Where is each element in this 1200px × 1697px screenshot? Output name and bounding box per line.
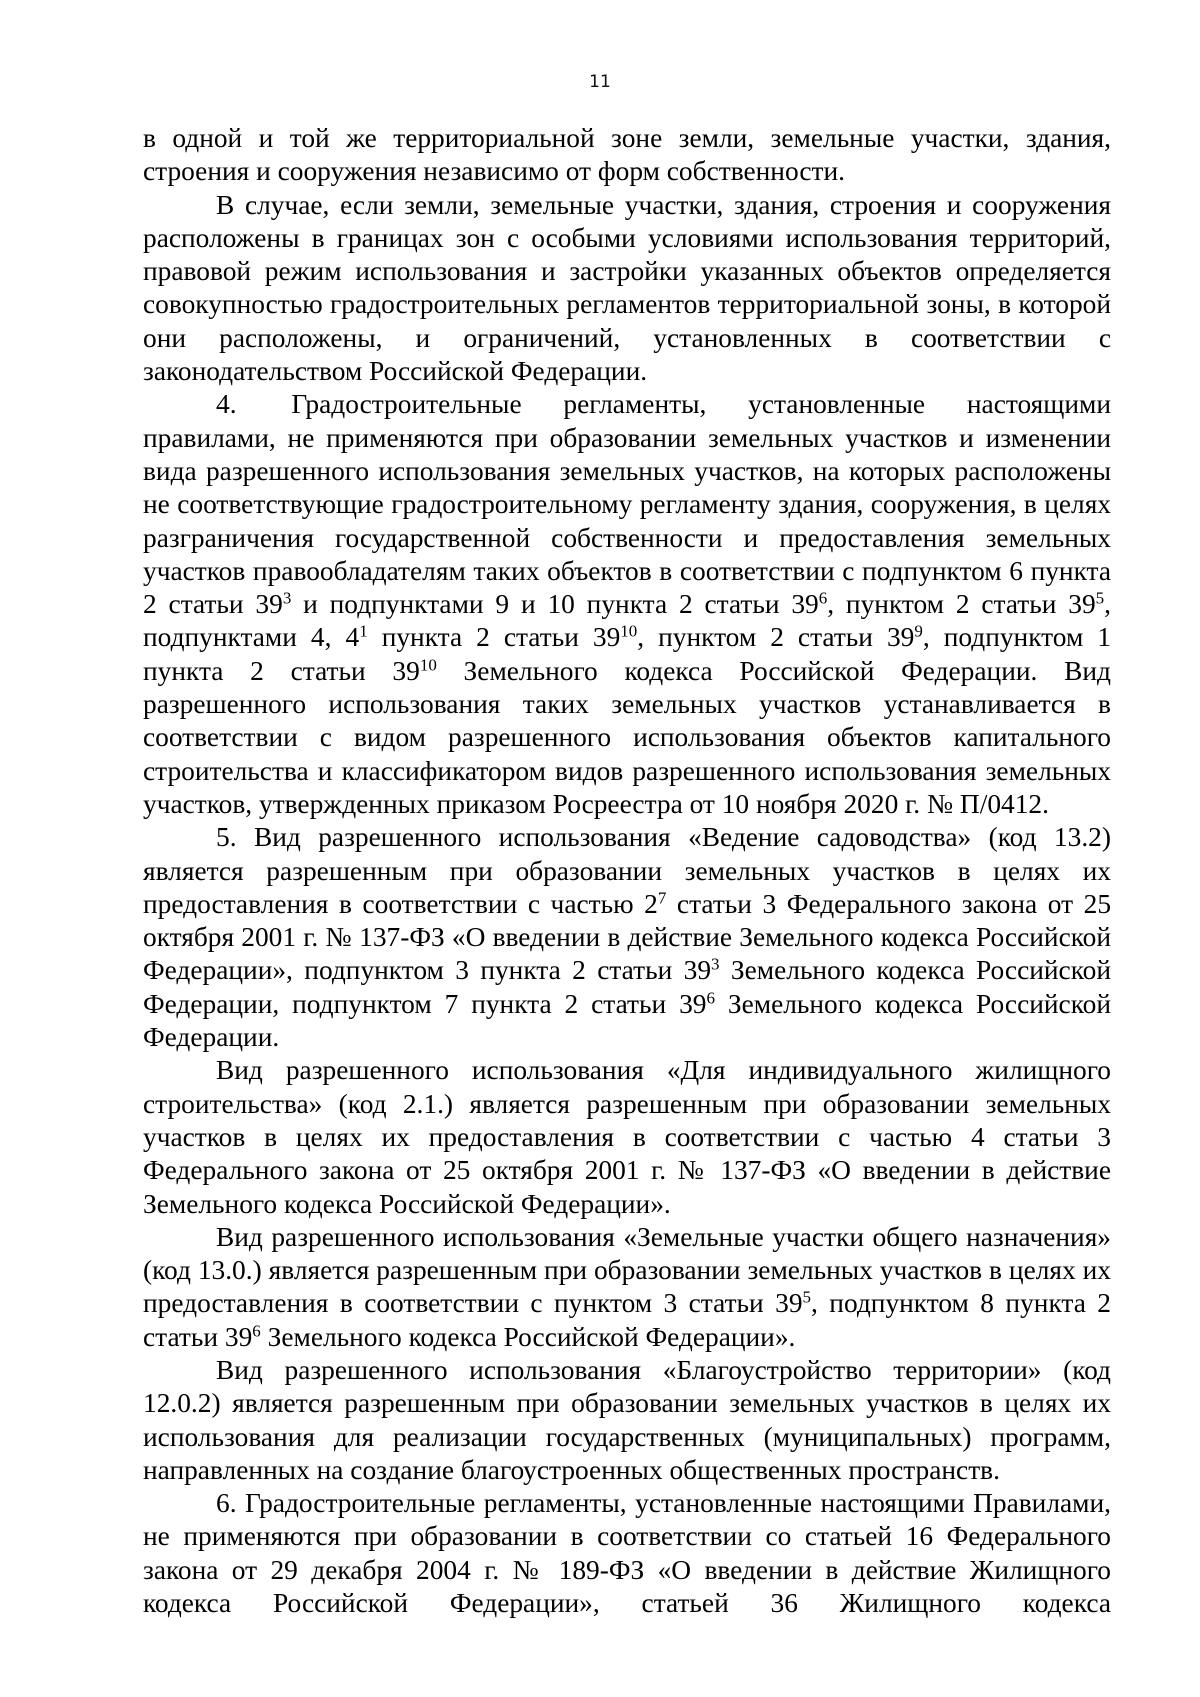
paragraph-common-use-land: Вид разрешенного использования «Земельные участки общего назначения» (код 13.0.) является разрешенным при образовании земельных участков в целях их предоставления в соответствии с пунктом 3 статьи $39^5$, подпунктом 8 пункта 2 статьи $39^6$ Земельного кодекса Российской Федерации».: [143, 1221, 1111, 1352]
paragraph-item-6: 6. Градостроительные регламенты, установленные настоящими Правилами, не применяются при образовании в соответствии со статьей 16 Федерального закона от 29 декабря 2004 г. № 189-ФЗ «О введении в действие Жилищного кодекса Российской Федерации», статьей 36 Жилищного кодекса: [143, 1488, 1111, 1619]
paragraph-landscaping: Вид разрешенного использования «Благоустройство территории» (код 12.0.2) является разрешенным при образовании земельных участков в целях их использования для реализации государственных (муниципальных) программ, направленных на создание благоустроенных общественных пространств.: [143, 1354, 1111, 1485]
paragraph-individual-housing: Вид разрешенного использования «Для индивидуального жилищного строительства» (код 2.1.) является разрешенным при образовании земельных участков в целях их предоставления в соответствии с частью 4 статьи 3 Федерального закона от 25 октября 2001 г. № 137-ФЗ «О введении в действие Земельного кодекса Российской Федерации».: [143, 1055, 1111, 1219]
paragraph-item-5: 5. Вид разрешенного использования «Ведение садоводства» (код 13.2) является разрешенным при образовании земельных участков в целях их предоставления в соответствии с частью $2^7$ статьи 3 Федерального закона от 25 октября 2001 г. № 137-ФЗ «О введении в действие Земельного кодекса Российской Федерации», подпунктом 3 пункта 2 статьи $39^3$ Земельного кодекса Российской Федерации, подпунктом 7 пункта 2 статьи $39^6$ Земельного кодекса Российской Федерации.: [143, 822, 1112, 1053]
paragraph-item-4: 4. Градостроительные регламенты, установленные настоящими правилами, не применяются при образовании земельных участков и изменении вида разрешенного использования земельных участков, на которых расположены не соответствующие градостроительному регламенту здания, сооружения, в целях разграничения государственной собственности и предоставления земельных участков правообладателям таких объектов в соответствии с подпунктом 6 пункта 2 статьи $39^3$ и подпунктами 9 и 10 пункта 2 статьи $39^6$, пунктом 2 статьи $39^5$, подпунктами 4, $4^1$ пункта 2 статьи $39^{10}$, пунктом 2 статьи $39^9$, подпунктом 1 пункта 2 статьи $39^{10}$ Земельного кодекса Российской Федерации. Вид разрешенного использования таких земельных участков устанавливается в соответствии с видом разрешенного использования объектов капитального строительства и классификатором видов разрешенного использования земельных участков, утвержденных приказом Росреестра от 10 ноября 2020 г. № П/0412.: [143, 389, 1111, 819]
page-number: 11: [589, 72, 611, 92]
paragraph-special-zones: В случае, если земли, земельные участки, здания, строения и сооружения расположены в границах зон с особыми условиями использования территорий, правовой режим использования и застройки указанных объектов определяется совокупностью градостроительных регламентов территориальной зоны, в которой они расположены, и ограничений, установленных в соответствии с законодательством Российской Федерации.: [143, 189, 1111, 387]
paragraph-continuation: в одной и той же территориальной зоне земли, земельные участки, здания, строения и сооружения независимо от форм собственности.: [143, 123, 1111, 187]
document-body: [143, 122, 1111, 1620]
